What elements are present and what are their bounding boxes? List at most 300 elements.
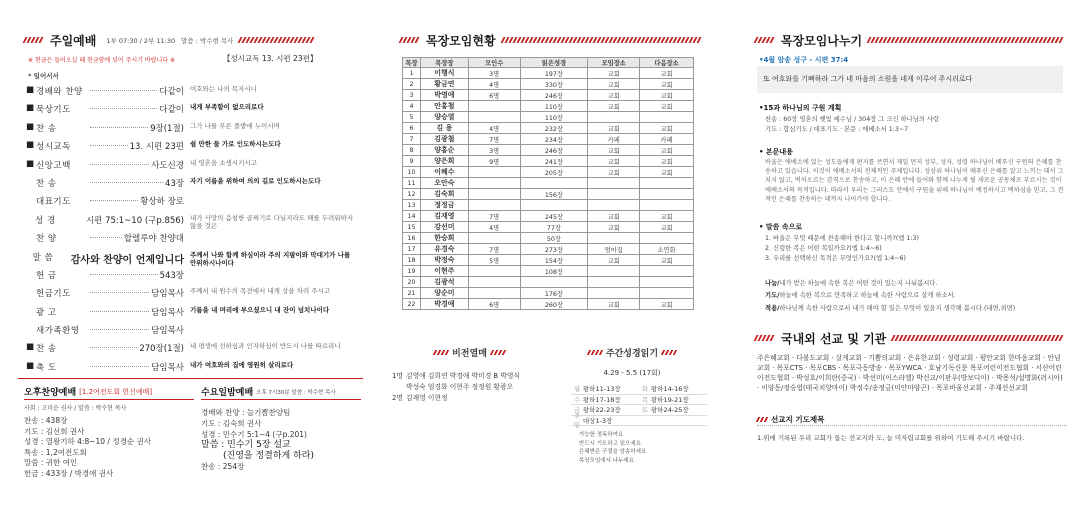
table-cell: 14 [403, 211, 421, 222]
reading-title: 주간성경읽기 [605, 349, 659, 359]
table-cell: 108장 [520, 266, 588, 277]
stripe-decor [754, 335, 777, 341]
table-cell: 6 [403, 123, 421, 134]
afternoon-line: 찬송 : 438장 [24, 416, 68, 425]
wednesday-line: 말씀 : 민수기 5장 설교 [201, 440, 291, 451]
table-cell: 246장 [520, 145, 588, 156]
order-item [26, 251, 184, 266]
table-cell: 245장 [520, 211, 588, 222]
table-cell [588, 112, 640, 123]
order-name: 헌금기도 [36, 289, 71, 300]
table-cell [640, 288, 694, 299]
order-value: 다같이 [159, 105, 184, 116]
afternoon-line: 특송 : 1,2여전도회 [24, 447, 87, 457]
table-cell: 246장 [520, 90, 588, 101]
reading-chapters: 대상1-3장 [582, 416, 613, 425]
table-cell [468, 189, 520, 200]
table-cell: 교회 [640, 90, 694, 101]
afternoon-title: 오후찬양예배 [24, 388, 77, 398]
afternoon-line: 말씀 : 귀한 여인 [24, 458, 78, 467]
dot-leader [90, 306, 149, 312]
table-row [403, 123, 694, 134]
bullet-icon: ■ [26, 158, 35, 169]
table-cell: 교회 [588, 167, 640, 178]
reading-period: 4.29 - 5.5 (17회) [603, 369, 661, 377]
stripe-decor [587, 350, 603, 355]
order-row [26, 342, 363, 360]
share-text: 내가 받은 하늘에 속한 복은 어떤 것이 있는지 나눠봅시다. [779, 280, 938, 287]
psalm-line: 내 영혼을 소생시키시고 [190, 158, 257, 167]
table-cell: 110장 [520, 101, 588, 112]
table-cell: 양홍순 [420, 145, 468, 156]
vision-line [392, 393, 547, 404]
table-cell: 7명 [468, 211, 520, 222]
table-cell: 교회 [588, 255, 640, 266]
order-value: 9장(1절) [150, 123, 184, 134]
order-row [26, 361, 363, 379]
table-cell: 6명 [468, 90, 520, 101]
stripe-decor [399, 37, 422, 43]
table-cell [468, 266, 520, 277]
order-row [26, 287, 363, 305]
column-header: 모임장소 [588, 58, 640, 68]
table-cell: 20 [403, 277, 421, 288]
table-cell [588, 266, 640, 277]
day-label: 목 [641, 395, 649, 404]
table-cell: 교회 [588, 156, 640, 167]
table-cell: 9 [403, 156, 421, 167]
dot-leader [90, 177, 163, 183]
dot-leader [90, 122, 148, 128]
table-cell: 교회 [588, 222, 640, 233]
order-name: 찬 송 [36, 123, 57, 134]
table-cell [588, 200, 640, 211]
psalm-line: 자기 이름을 위하여 의의 길로 인도하시는도다 [190, 176, 321, 185]
order-row [26, 122, 363, 140]
table-cell: 3명 [468, 68, 520, 79]
stripe-decor [661, 350, 677, 355]
table-cell: 4 [403, 101, 421, 112]
wednesday-line: (진영을 정결하게 하라) [223, 451, 314, 462]
table-cell: 4명 [468, 79, 520, 90]
order-value: 담임목사 [151, 326, 184, 337]
table-row [403, 156, 694, 167]
order-item [26, 306, 184, 318]
psalm-line: 주께서 나와 함께 하심이라 주의 지팡이와 막대기가 나를 안위하시나이다 [190, 250, 351, 267]
table-cell: 3 [403, 90, 421, 101]
share-lines [765, 278, 1071, 315]
afternoon-lines [24, 416, 194, 479]
stripe-decor [23, 37, 46, 43]
order-name: 말 씀 [32, 252, 54, 263]
table-cell [640, 189, 694, 200]
table-cell: 교회 [640, 222, 694, 233]
table-cell [468, 277, 520, 288]
table-cell: 교회 [588, 101, 640, 112]
order-item [26, 85, 184, 97]
table-cell [468, 233, 520, 244]
prayer-header [757, 414, 824, 425]
table-cell: 교회 [640, 145, 694, 156]
table-cell: 11 [403, 178, 421, 189]
prayer-text: 1.위에 기록된 우리 교회가 돕는 선교지와 도, 늘 미자립교회를 위하여 기도해 주시기 바랍니다. [757, 434, 1025, 442]
table-row [403, 299, 694, 310]
dot-leader [90, 324, 149, 330]
reading-chapters: 왕하17-18장 [582, 395, 621, 404]
table-cell: 황금연 [420, 79, 468, 90]
table-cell: 260장 [520, 299, 588, 310]
table-cell: 2 [403, 79, 421, 90]
reading-chapters: 왕하19-21장 [650, 395, 689, 404]
order-row [26, 103, 363, 121]
worship-times: 1부 07:30 / 2부 11:30 [106, 36, 176, 45]
table-cell [468, 200, 520, 211]
table-cell: 교회 [640, 68, 694, 79]
order-name: 헌 금 [36, 270, 57, 281]
order-row [26, 177, 363, 195]
table-cell: 7명 [468, 244, 520, 255]
table-cell: 박정숙 [420, 255, 468, 266]
table-row [403, 145, 694, 156]
reading-note: 목장모임에서 나누세요 [579, 457, 634, 464]
order-name: 성시교독 [36, 142, 71, 153]
table-cell: 197장 [520, 68, 588, 79]
table-row [403, 189, 694, 200]
wednesday-line: 기도 : 김숙희 권사 [201, 418, 262, 428]
psalm-line: 내가 여호와의 집에 영원히 살리로다 [190, 360, 294, 369]
order-name: 광 고 [36, 307, 57, 318]
table-cell: 234장 [520, 134, 588, 145]
table-cell: 10 [403, 167, 421, 178]
table-cell: 3명 [468, 145, 520, 156]
column-header: 목장장 [420, 58, 468, 68]
reading-chapters: 왕하22-23장 [582, 406, 621, 415]
afternoon-service [24, 385, 194, 479]
share-text: 하나님께 속한 사람으로서 내가 해야 할 일은 무엇이 있을지 생각해 봅시다.(내면,외면) [779, 304, 1016, 312]
divider [18, 378, 363, 379]
table-row [403, 288, 694, 299]
stripe-decor [756, 417, 768, 422]
wednesday-title: 수요일밤예배 [201, 388, 254, 398]
psalm-line: 쉴 만한 물 가로 인도하시는도다 [190, 140, 281, 149]
order-row [26, 140, 363, 158]
order-value: 황상하 장로 [140, 197, 184, 208]
bullet-icon [26, 232, 36, 244]
order-value: 13. 시편 23편 [129, 142, 184, 153]
table-header-row [403, 58, 694, 68]
order-name: 새가족환영 [36, 326, 80, 337]
bullet-icon [26, 195, 36, 207]
dot-leader [90, 85, 157, 91]
table-cell: 양은희 [420, 156, 468, 167]
wednesday-line: 경배와 찬양 : 늘기쁨찬양팀 [201, 408, 291, 417]
questions-head: • 말씀 속으로 [759, 223, 803, 231]
table-cell: 241장 [520, 156, 588, 167]
order-value: 감사와 찬양이 언제입니다 [70, 254, 184, 266]
table-cell: 13 [403, 200, 421, 211]
dot-leader [90, 140, 128, 146]
vision-names: 김영애 김희연 박경애 박미경 B 박영식 [406, 372, 520, 380]
bullet-icon [26, 214, 35, 226]
table-cell: 김숙희 [420, 189, 468, 200]
table-cell [468, 178, 520, 189]
bullet-icon: ■ [26, 140, 35, 151]
table-cell: 유경숙 [420, 244, 468, 255]
vision-count: 2명 [392, 394, 403, 402]
psalm-line: 여호와는 나의 목자시니 [190, 85, 257, 93]
reading-row [571, 405, 707, 416]
table-cell: 교회 [640, 211, 694, 222]
lesson-line: 기도 : 합심기도 / 대표기도 · 본문 : 에베소서 1:3~7 [765, 125, 909, 133]
table-cell: 교회 [588, 79, 640, 90]
stripe-decor-line [500, 37, 703, 43]
psalm-line: 내가 사망의 음침한 골짜기로 다닐지라도 해를 두려워하지 않을 것은 [190, 213, 354, 230]
dot-leader [90, 159, 149, 165]
vision-names: 김재영 이현정 [406, 394, 448, 402]
vision-box [392, 346, 547, 404]
stripe-decor [433, 350, 449, 355]
reading-chapters: 왕하14-16장 [650, 385, 689, 394]
lesson-head: •15과 하나님의 구원 계획 [759, 104, 842, 112]
table-row [403, 200, 694, 211]
table-row [403, 167, 694, 178]
bullet-icon: ■ [26, 85, 35, 95]
table-cell [588, 277, 640, 288]
vision-count [392, 382, 406, 393]
stripe-decor-line [867, 37, 1065, 43]
missions-list: 주은혜교회 · 다볼도교회 · 살게교회 · 기쁨의교회 · 은유한교회 · 성령교회 · 평안교회 한마음교회 · 안넘교회 · 목포CTS · 목포CBS · 목포극동방송 · 목포YWCA · 호남기독신문 목포어린이전도협회 · 서산어린이전도협회 · 박성호/이희란(중국) · 박선미(이스라엘) 박선교/이판우(방보디아) · 박용석/설명화(러시아) · 이양동/정승엽(태국치앙마이) 박정수/송정금(미얀마양곤) · 목포바울선교회 · 주재선선교회 [757, 354, 1063, 392]
table-cell [468, 112, 520, 123]
table-cell: 교회 [588, 90, 640, 101]
order-value: 270장(1절) [139, 344, 184, 355]
afternoon-line: 기도 : 김선희 권사 [24, 426, 85, 436]
order-value: 담임목사 [151, 362, 184, 373]
cell-status-panel [382, 0, 712, 516]
day-label: 월 [573, 385, 581, 394]
cell-status-table [402, 57, 694, 310]
lesson-line: 찬송 : 60장 영혼의 햇빛 예수님 / 304장 그 크신 하나님의 사랑 [765, 116, 940, 123]
order-item [26, 287, 184, 299]
order-item [26, 122, 184, 134]
share-key: 적용/ [765, 304, 780, 312]
order-value: 다같이 [159, 87, 184, 97]
order-item [26, 269, 184, 281]
table-cell: 156장 [520, 189, 588, 200]
prayer-title: 선교지 기도제목 [771, 415, 825, 424]
reading-notes [557, 431, 707, 465]
order-name: 찬 송 [36, 344, 57, 355]
psalm-line: 그가 나를 푸른 풀밭에 누이시며 [190, 121, 280, 130]
table-row [403, 79, 694, 90]
table-row [403, 211, 694, 222]
reading-note: 가능한 정독하여요 [579, 432, 624, 438]
order-row [26, 269, 363, 287]
psalm-line: 내게 부족함이 없으리로다 [190, 103, 264, 112]
bullet-icon: ■ [26, 360, 35, 371]
column-header: 목장 [403, 58, 421, 68]
table-cell: 9명 [468, 156, 520, 167]
table-row [403, 112, 694, 123]
vision-line [392, 371, 547, 382]
table-cell: 15 [403, 222, 421, 233]
table-cell [640, 200, 694, 211]
order-name: 축 도 [36, 362, 57, 373]
order-value: 할렐루야 찬양대 [123, 234, 184, 245]
psalm-line: 내 평생에 선하심과 인자하심이 반드시 나를 따르리니 [190, 342, 341, 351]
missions-header [755, 330, 1062, 346]
day-label: 주일 [573, 412, 581, 430]
day-label: 화 [641, 385, 649, 394]
table-cell: 박영애 [420, 90, 468, 101]
afternoon-meta: 사회 : 고미순 권사 / 말씀 : 박수현 목사 [24, 405, 127, 412]
table-row [403, 101, 694, 112]
worship-title: 주일예배 [50, 33, 97, 48]
reading-chapters: 왕하11-13장 [582, 385, 621, 394]
order-name: 신앙고백 [36, 160, 71, 171]
share-line [765, 278, 1071, 290]
bullet-icon [26, 251, 33, 266]
table-cell: 오안숙 [420, 178, 468, 189]
reading-note: 은혜받은 구절을 암송하세요 [579, 449, 647, 455]
dot-leader [90, 195, 138, 201]
table-cell [640, 266, 694, 277]
table-row [403, 68, 694, 79]
order-value: 43장 [164, 178, 184, 189]
table-cell: 273장 [520, 244, 588, 255]
share-key: 나눔/ [765, 280, 780, 287]
table-cell: 18 [403, 255, 421, 266]
table-cell: 이행식 [420, 68, 468, 79]
order-of-service [26, 85, 363, 379]
cell-sharing-panel [743, 0, 1078, 516]
offering-notice: ※ 현금은 들어오실 때 현금함에 넣어 주시기 바랍니다 ※ [28, 57, 176, 64]
bullet-icon [26, 287, 36, 299]
vision-names: 박성숙 엄경화 이현주 정정원 황광오 [406, 383, 514, 391]
standing-note: * 일어서서 [28, 72, 59, 80]
table-cell [588, 178, 640, 189]
table-cell: 이현주 [420, 266, 468, 277]
order-name: 대표기도 [36, 197, 71, 208]
table-cell: 110장 [520, 112, 588, 123]
table-cell: 김광철 [420, 134, 468, 145]
body-text: 바울은 에베소에 있는 성도들에게 편지를 쓰면서 제일 먼저 성부, 성자, 성령 하나님이 베푸신 구원의 은혜를 찬송하고 있습니다. 이것이 에베소서의 전체적인 주제입니다. 성삼위 하나님이 베푸신 은혜를 알고 느끼는 데서 그치지 않고, 벅차오르는 감격으로 찬송하고, 이 은혜 안에 들어와 함께 나누게 될 새로운 공동체로 부르시는 것이 에베소서의 목적입니다. 따라서 우리는 그리스도 안에서 구원을 위해 하나님이 예정하시고 택하심을 믿고, 그 전적인 은혜를 찬송하는 데까지 나아가야 합니다. [765, 159, 1064, 203]
table-cell: 12 [403, 189, 421, 200]
table-cell: 안홍철 [420, 101, 468, 112]
bullet-icon [26, 269, 36, 281]
order-name: 성 경 [35, 215, 56, 226]
vision-title: 비전열매 [452, 349, 487, 359]
table-cell: 6명 [468, 299, 520, 310]
afternoon-subtitle: [1.2여전도회 헌신예배] [79, 387, 153, 396]
table-cell: 7 [403, 134, 421, 145]
psalm-line: 기름을 내 머리에 부으셨으니 내 잔이 넘치나이다 [190, 305, 330, 314]
vision-count: 1명 [392, 372, 403, 380]
bible-reading-box [557, 346, 707, 465]
order-value: 담임목사 [151, 289, 184, 300]
table-cell [468, 288, 520, 299]
wednesday-line: 성경 : 민수기 5:1~4 (구p.201) [201, 429, 307, 439]
day-label: 토 [641, 406, 649, 415]
table-row [403, 178, 694, 189]
cell-status-header [400, 32, 702, 48]
table-cell: 정정금 [420, 200, 468, 211]
order-item [26, 140, 184, 152]
bullet-icon [26, 306, 36, 318]
order-item [26, 361, 184, 373]
table-cell [520, 200, 588, 211]
table-row [403, 134, 694, 145]
stripe-decor-line [238, 37, 316, 43]
table-cell: 21 [403, 288, 421, 299]
table-cell: 1 [403, 68, 421, 79]
table-row [403, 277, 694, 288]
table-cell: 77장 [520, 222, 588, 233]
order-item [26, 232, 184, 244]
column-header: 다음장소 [640, 58, 694, 68]
bullet-icon: ■ [26, 121, 35, 132]
dot-leader [90, 232, 122, 238]
table-cell: 교회 [640, 167, 694, 178]
wednesday-meta: 오후 7시30분 말씀 : 박수현 목사 [256, 389, 336, 396]
table-cell: 교회 [588, 145, 640, 156]
table-cell: 소연화 [640, 244, 694, 255]
order-item [26, 159, 184, 171]
table-body [403, 68, 694, 310]
order-value: 543장 [159, 270, 184, 281]
table-row [403, 255, 694, 266]
day-label: 수 [573, 395, 581, 404]
reading-row [571, 384, 707, 395]
missions-title: 국내외 선교 및 기관 [781, 331, 887, 346]
order-item [26, 324, 184, 336]
table-cell: 이혜수 [420, 167, 468, 178]
table-cell: 7명 [468, 134, 520, 145]
table-cell: 교회 [588, 299, 640, 310]
table-cell: 330장 [520, 79, 588, 90]
table-cell: 김 용 [420, 123, 468, 134]
worship-header [24, 32, 314, 48]
reading-row [571, 412, 707, 430]
share-line [765, 303, 1071, 315]
wednesday-line: 찬송 : 254장 [201, 461, 245, 471]
table-cell: 김재영 [420, 211, 468, 222]
reading-note: 반드시 기도하고 읽으세요 [579, 440, 641, 447]
dot-leader [90, 361, 149, 367]
share-text: 하늘에 속한 복으로 만족하고 하늘에 속한 사람으로 살게 하소서. [779, 292, 956, 300]
order-item [26, 214, 184, 226]
cell-status-title: 목장모임현황 [426, 33, 496, 48]
table-row [403, 244, 694, 255]
bullet-icon [26, 177, 36, 189]
table-cell [468, 101, 520, 112]
column-header: 읽은성경 [520, 58, 588, 68]
table-cell: 176장 [520, 288, 588, 299]
verse-text: 또 여호와를 기뻐하라 그가 네 마음의 소원을 네게 이루어 주시리로다 [757, 66, 1063, 93]
order-row [26, 85, 363, 103]
table-cell: 김광석 [420, 277, 468, 288]
stripe-decor [490, 350, 506, 355]
memory-verse: 【성시교독 13. 시편 23편】 [223, 54, 318, 63]
table-cell: 232장 [520, 123, 588, 134]
question-line: 3. 우리를 선택하신 목적은 무엇인가요?(엡 1:4~6) [765, 255, 907, 262]
table-cell [640, 233, 694, 244]
table-cell [588, 288, 640, 299]
wednesday-lines [201, 408, 361, 473]
order-item [26, 195, 184, 207]
order-item [26, 342, 184, 354]
question-line: 2. 신령한 복은 어떤 복일까요?(엡 1:4~6) [765, 245, 882, 252]
table-cell [640, 112, 694, 123]
